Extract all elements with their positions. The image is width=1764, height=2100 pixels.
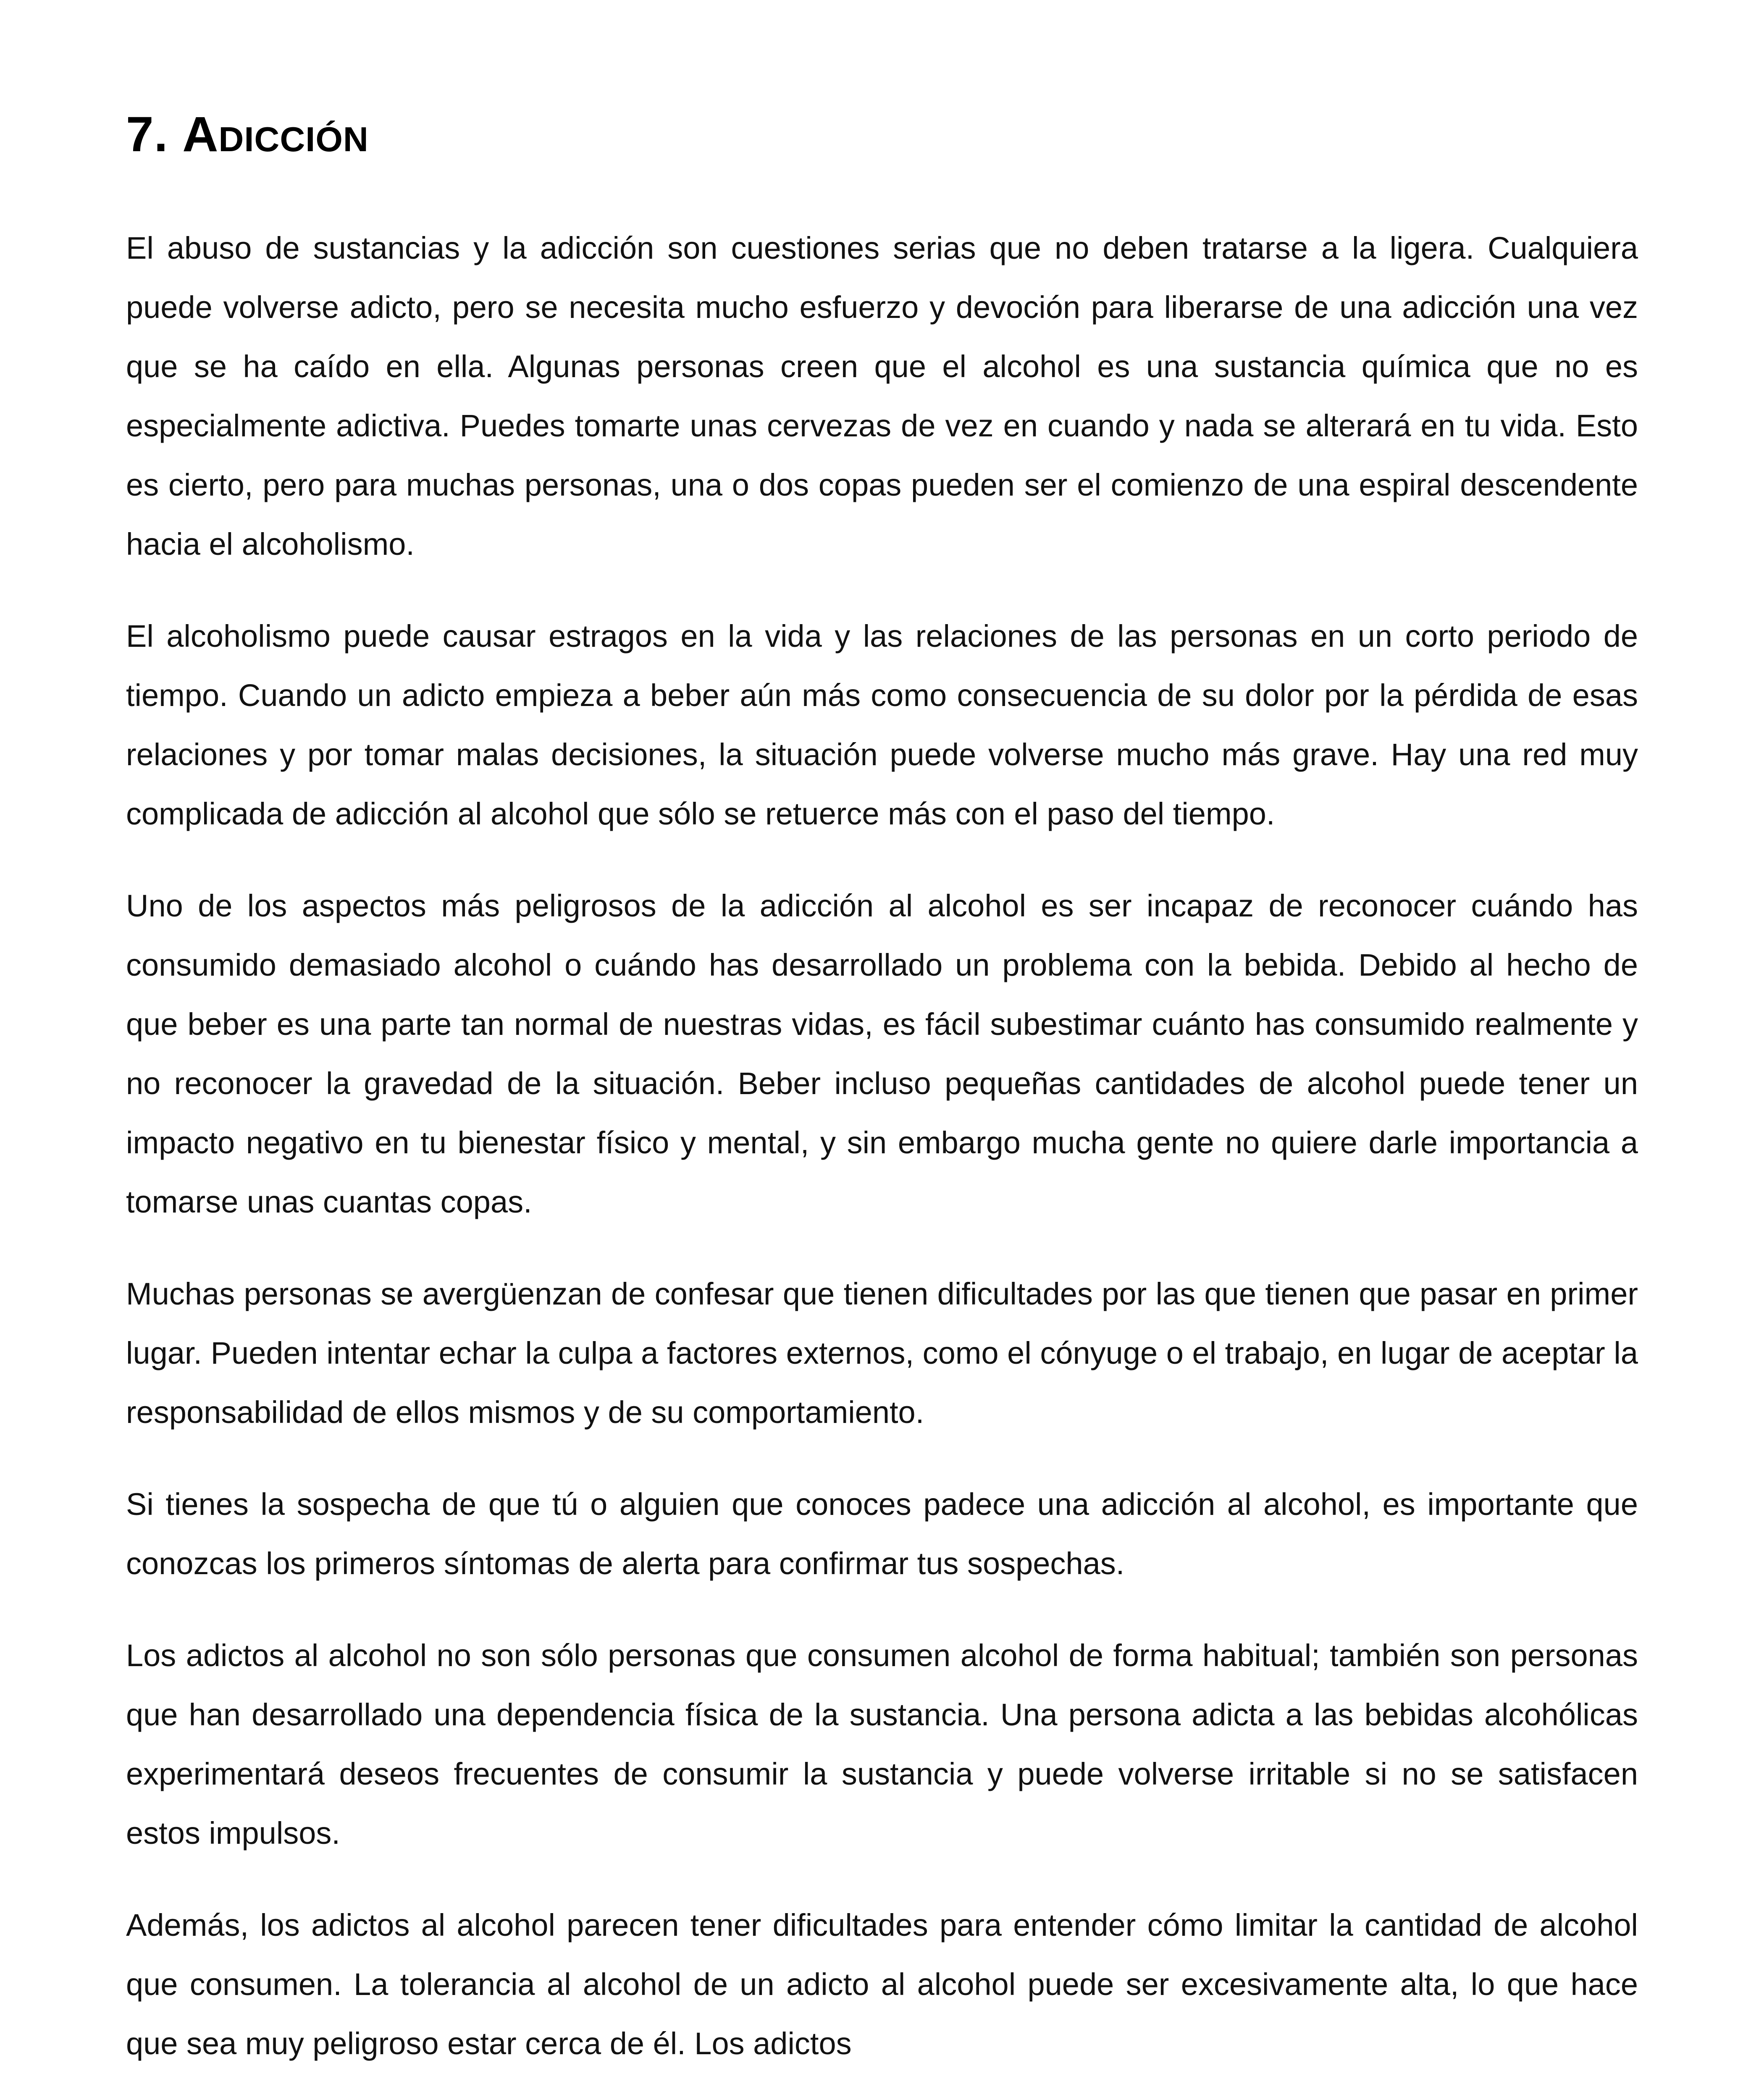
page-content: [126, 105, 1638, 2073]
chapter-title: Adicción: [182, 107, 369, 162]
chapter-heading: [126, 105, 1638, 164]
paragraph: Además, los adictos al alcohol parecen tener dificultades para entender cómo limitar la cantidad de alcohol que consumen. La tolerancia al alcohol de un adicto al alcohol puede ser excesivamente alta, lo que hace que sea muy peligroso estar cerca de él. Los adictos: [126, 1908, 1638, 2061]
paragraph: Muchas personas se avergüenzan de confesar que tienen dificultades por las que tienen que pasar en primer lugar. Pueden intentar echar la culpa a factores externos, como el cónyuge o el trabajo, en lugar de aceptar la responsabilidad de ellos mismos y de su comportamiento.: [126, 1276, 1638, 1430]
paragraph: Los adictos al alcohol no son sólo personas que consumen alcohol de forma habitual; también son personas que han desarrollado una dependencia física de la sustancia. Una persona adicta a las bebidas alcohólicas experimentará deseos frecuentes de consumir la sustancia y puede volverse irritable si no se satisfacen estos impulsos.: [126, 1638, 1638, 1851]
paragraph: El alcoholismo puede causar estragos en la vida y las relaciones de las personas en un corto periodo de tiempo. Cuando un adicto empieza a beber aún más como consecuencia de su dolor por la pérdida de esas relaciones y por tomar malas decisiones, la situación puede volverse mucho más grave. Hay una red muy complicada de adicción al alcohol que sólo se retuerce más con el paso del tiempo.: [126, 619, 1638, 831]
chapter-number: 7.: [126, 107, 183, 162]
paragraph: Uno de los aspectos más peligrosos de la adicción al alcohol es ser incapaz de reconocer cuándo has consumido demasiado alcohol o cuándo has desarrollado un problema con la bebida. Debido al hecho de que beber es una parte tan normal de nuestras vidas, es fácil subestimar cuánto has consumido realmente y no reconocer la gravedad de la situación. Beber incluso pequeñas cantidades de alcohol puede tener un impacto negativo en tu bienestar físico y mental, y sin embargo mucha gente no quiere darle importancia a tomarse unas cuantas copas.: [126, 888, 1638, 1219]
paragraph: El abuso de sustancias y la adicción son cuestiones serias que no deben tratarse a la ligera. Cualquiera puede volverse adicto, pero se necesita mucho esfuerzo y devoción para liberarse de una adicción una vez que se ha caído en ella. Algunas personas creen que el alcohol es una sustancia química que no es especialmente adictiva. Puedes tomarte unas cervezas de vez en cuando y nada se alterará en tu vida. Esto es cierto, pero para muchas personas, una o dos copas pueden ser el comienzo de una espiral descendente hacia el alcoholismo.: [126, 231, 1638, 562]
paragraph: Si tienes la sospecha de que tú o alguien que conoces padece una adicción al alcohol, es importante que conozcas los primeros síntomas de alerta para confirmar tus sospechas.: [126, 1487, 1638, 1581]
